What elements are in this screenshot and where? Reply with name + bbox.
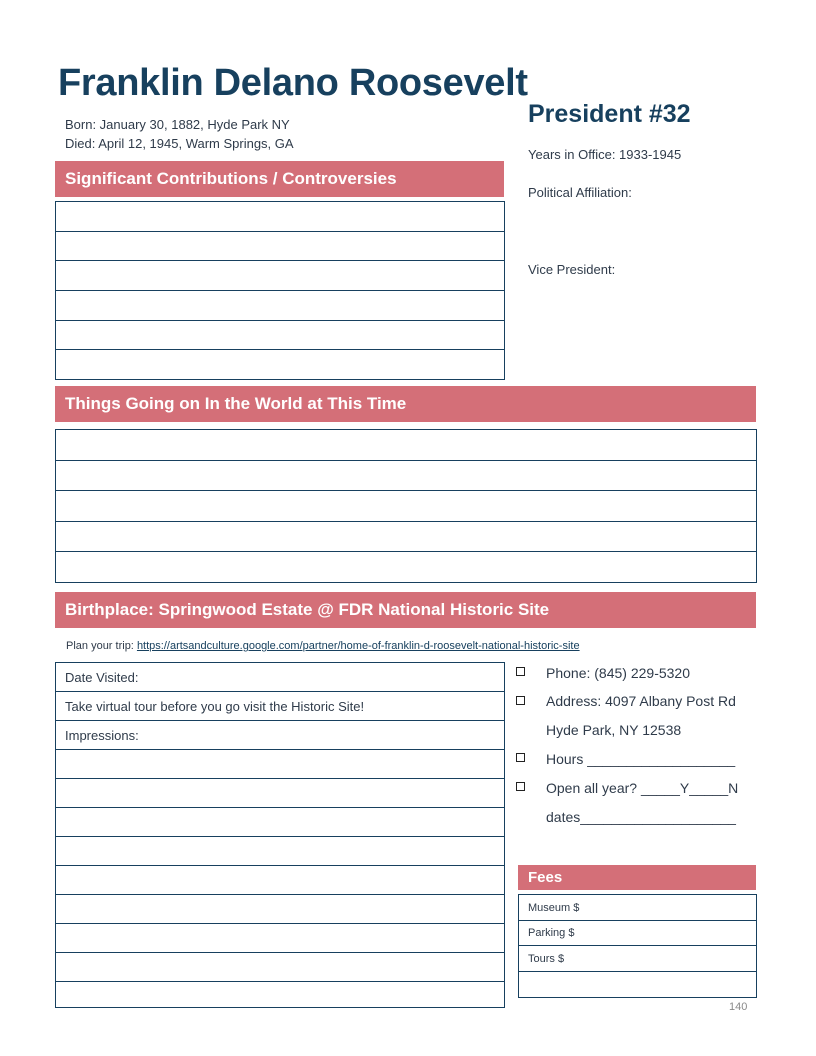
writing-line[interactable] [56,232,504,262]
years-in-office: Years in Office: 1933-1945 [528,147,682,162]
hours-field[interactable]: Hours ___________________ [546,751,736,767]
fees-table [518,894,757,998]
fee-row-parking[interactable] [519,921,756,946]
phone-checkbox[interactable] [516,667,525,676]
writing-line[interactable] [56,291,504,321]
died-text: Died: April 12, 1945, Warm Springs, GA [65,136,294,151]
writing-line[interactable] [56,321,504,351]
phone-text: Phone: (845) 229-5320 [546,665,690,681]
fees-banner [518,865,756,890]
virtual-tour-text: Take virtual tour before you go visit the Historic Site! [65,698,365,714]
fee-row-tours[interactable] [519,946,756,972]
museum-fee-label: Museum $ [528,901,580,914]
impressions-line[interactable] [56,721,504,750]
date-visited-line[interactable] [56,663,504,692]
writing-line[interactable] [56,750,504,779]
birthplace-banner [55,592,756,628]
parking-fee-label: Parking $ [528,927,575,939]
writing-line[interactable] [56,491,756,522]
writing-line[interactable] [56,779,504,808]
virtual-tour-line [56,692,504,721]
address-line-2: Hyde Park, NY 12538 [546,722,682,738]
tours-fee-label: Tours $ [528,952,565,965]
political-affiliation-label: Political Affiliation: [528,185,632,200]
contributions-lines[interactable] [55,201,505,380]
born-text: Born: January 30, 1882, Hyde Park NY [65,117,290,132]
open-all-year-field[interactable]: Open all year? _____Y_____N [546,780,739,796]
page-number: 140 [729,1001,748,1013]
writing-line[interactable] [56,350,504,380]
vice-president-label: Vice President: [528,262,616,277]
writing-line[interactable] [56,837,504,866]
writing-line[interactable] [56,808,504,837]
writing-line[interactable] [56,953,504,982]
writing-line[interactable] [56,866,504,895]
address-checkbox[interactable] [516,696,525,705]
world-lines[interactable] [55,429,757,583]
fee-row-blank[interactable] [519,972,756,997]
plan-trip-link[interactable]: https://artsandculture.google.com/partner/home-of-franklin-d-roosevelt-national-historic-site [136,640,580,652]
writing-line[interactable] [56,552,756,583]
contributions-banner [55,161,504,197]
world-banner [55,386,756,422]
writing-line[interactable] [56,982,504,1008]
birthplace-heading: Birthplace: Springwood Estate @ FDR National Historic Site [65,600,550,619]
fees-heading: Fees [528,869,563,886]
address-line-1: Address: 4097 Albany Post Rd [546,693,736,709]
visit-lines[interactable] [55,662,505,1008]
writing-line[interactable] [56,430,756,461]
contributions-heading: Significant Contributions / Controversies [65,169,397,188]
open-all-year-checkbox[interactable] [516,782,525,791]
page-title: Franklin Delano Roosevelt [58,62,528,104]
writing-line[interactable] [56,261,504,291]
writing-line[interactable] [56,522,756,553]
fee-row-museum[interactable] [519,895,756,921]
dates-field[interactable]: dates____________________ [546,809,736,825]
writing-line[interactable] [56,461,756,492]
plan-trip [66,640,580,652]
writing-line[interactable] [56,924,504,953]
writing-line[interactable] [56,895,504,924]
plan-trip-label: Plan your trip: [66,640,134,652]
impressions-label: Impressions: [65,727,139,743]
date-visited-label: Date Visited: [65,669,139,685]
president-number: President #32 [528,100,691,128]
hours-checkbox[interactable] [516,753,525,762]
writing-line[interactable] [56,202,504,232]
world-heading: Things Going on In the World at This Time [65,394,407,413]
